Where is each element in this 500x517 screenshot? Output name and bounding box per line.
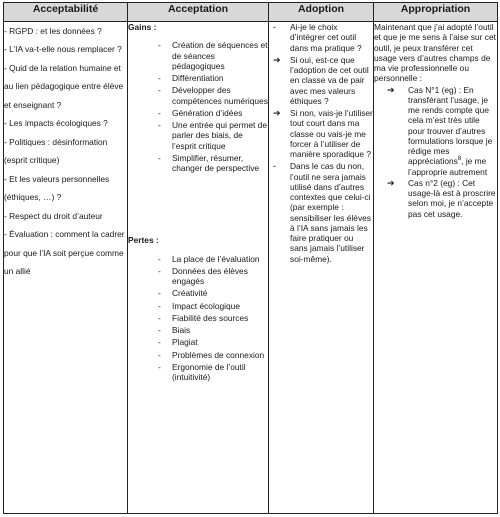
pertes-item: - Données des élèves engagés (158, 265, 248, 286)
adoption-item (269, 55, 373, 106)
pertes-item: - Problèmes de connexion (158, 349, 265, 360)
pertes-item: - Impact écologique (158, 300, 240, 311)
content-row (4, 22, 498, 514)
acceptabilite-item: - RGPD : et les données ? (4, 26, 102, 36)
pertes-item-text: Problèmes de connexion (172, 349, 265, 360)
adoption-item-text: Si non, vais-je l’utiliser tout court dans ma classe ou vais-je me forcer à l’utiliser de manière sporadique ? (290, 108, 373, 159)
pertes-item: - Fiabilité des sources (158, 312, 249, 323)
adoption-item (269, 108, 373, 159)
acceptabilite-item: - Politiques : désinformation (esprit critique) (4, 136, 108, 166)
pertes-title: Pertes : (128, 235, 159, 246)
adoption-cell (269, 22, 374, 514)
header-acceptabilite: Acceptabilité (4, 3, 128, 22)
gains-item: - Création de séquences et de séances pédagogiques (158, 40, 268, 71)
pertes-item-text: Fiabilité des sources (172, 312, 249, 323)
dash-marker: - (273, 22, 276, 32)
acceptabilite-item: - Respect du droit d’auteur (4, 210, 103, 221)
pertes-item-text: La place de l’évaluation (172, 253, 260, 264)
gains-item: - Différentiation (158, 73, 224, 83)
header-row (4, 3, 498, 22)
appropriation-cell (374, 22, 498, 514)
gains-item-text: Création de séquences et de séances pédagogiques (172, 40, 268, 71)
acceptabilite-cell (4, 22, 128, 514)
gains-title: Gains : (128, 22, 157, 32)
dash-marker: - (273, 161, 276, 172)
header-appropriation: Appropriation (374, 3, 498, 22)
header-acceptation: Acceptation (128, 3, 269, 22)
pertes-item-text: Ergonomie de l’outil (intuitivité) (172, 361, 246, 382)
gains-item: - Simplifier, résumer, changer de perspective (158, 152, 260, 173)
pertes-item: - La place de l’évaluation (158, 253, 260, 264)
appropriation-case-1 (374, 85, 497, 177)
gains-item-text: Différentiation (172, 73, 224, 83)
gains-item: - Développer des compétences numériques (158, 85, 268, 106)
case1-text: Cas N°1 (eg) : En transférant l’usage, je me rends compte que cela m’est très utile pour trouver d’autres formulations lorsque je rédige mes appréciations (408, 84, 493, 167)
acceptabilite-item: - L’IA va-t-elle nous remplacer ? (4, 44, 122, 55)
acceptabilite-item: - Et les valeurs personnelles (éthiques, …) ? (4, 173, 110, 203)
acceptabilite-item: - Évaluation : comment la cadrer pour que l’IA soit perçue comme un allié (4, 229, 125, 277)
appropriation-case-2 (374, 178, 497, 219)
pertes-item-text: Données des élèves engagés (172, 265, 248, 286)
gains-item-text: Une entrée qui permet de parler des biais, de l’esprit critique (172, 120, 267, 151)
adoption-item (269, 161, 373, 264)
acceptation-cell (128, 22, 269, 514)
arrow-icon: ➔ (273, 54, 281, 65)
appropriation-intro: Maintenant que j’ai adopté l’outil et que je me sens à l’aise sur cet outil, je peux transférer cet usage vers d’autres champs de ma vie professionnelle ou personnelle : (374, 22, 496, 84)
gains-item: - Une entrée qui permet de parler des biais, de l’esprit critique (158, 120, 267, 151)
acceptabilite-item: - Les impacts écologiques ? (4, 118, 108, 129)
adoption-item-text: Dans le cas du non, l’outil ne sera jamais utilisé dans d’autres contextes que celui-ci (par exemple : sensibiliser les élèves à l’IA sans jamais les faire pratiquer ou sans jamais l’utiliser soi-même). (290, 161, 371, 264)
gains-item-text: Simplifier, résumer, changer de perspective (172, 152, 260, 173)
gains-item: - Génération d’idées (158, 107, 243, 118)
gains-item-text: Génération d’idées (172, 107, 243, 118)
footnote-ref: 8 (457, 156, 462, 163)
arrow-icon: ➔ (273, 108, 281, 118)
arrow-icon: ➔ (387, 177, 395, 188)
adoption-item-text: Si oui, est-ce que l’adoption de cet outil en classe va de pair avec mes valeurs éthiques ? (290, 54, 369, 106)
pertes-item-text: Plagiat (172, 337, 198, 348)
pertes-item: - Créativité (158, 288, 208, 299)
pertes-item: - Plagiat (158, 337, 198, 348)
pertes-item-text: Biais (172, 325, 191, 335)
case1-text-end: , je me l’approprie autrement (408, 156, 488, 177)
adoption-item (269, 22, 373, 53)
pertes-item: - Biais (158, 325, 191, 335)
pertes-item-text: Impact écologique (172, 300, 240, 311)
arrow-icon: ➔ (387, 84, 395, 95)
case2-text: Cas n°2 (eg) : Cet usage-là est à proscrire selon moi, je n’accepte pas cet usage. (408, 177, 496, 219)
gains-list (128, 40, 268, 173)
header-adoption: Adoption (269, 3, 374, 22)
pertes-list (128, 254, 268, 383)
acceptabilite-item: - Quid de la relation humaine et au lien pédagogique entre élève et enseignant ? (4, 62, 124, 110)
pertes-item: - Ergonomie de l’outil (intuitivité) (158, 361, 246, 382)
gains-item-text: Développer des compétences numériques (172, 85, 268, 106)
concept-table (3, 2, 498, 514)
adoption-item-text: Ai-je le choix d’intégrer cet outil dans ma pratique ? (290, 22, 362, 53)
pertes-item-text: Créativité (172, 288, 208, 299)
